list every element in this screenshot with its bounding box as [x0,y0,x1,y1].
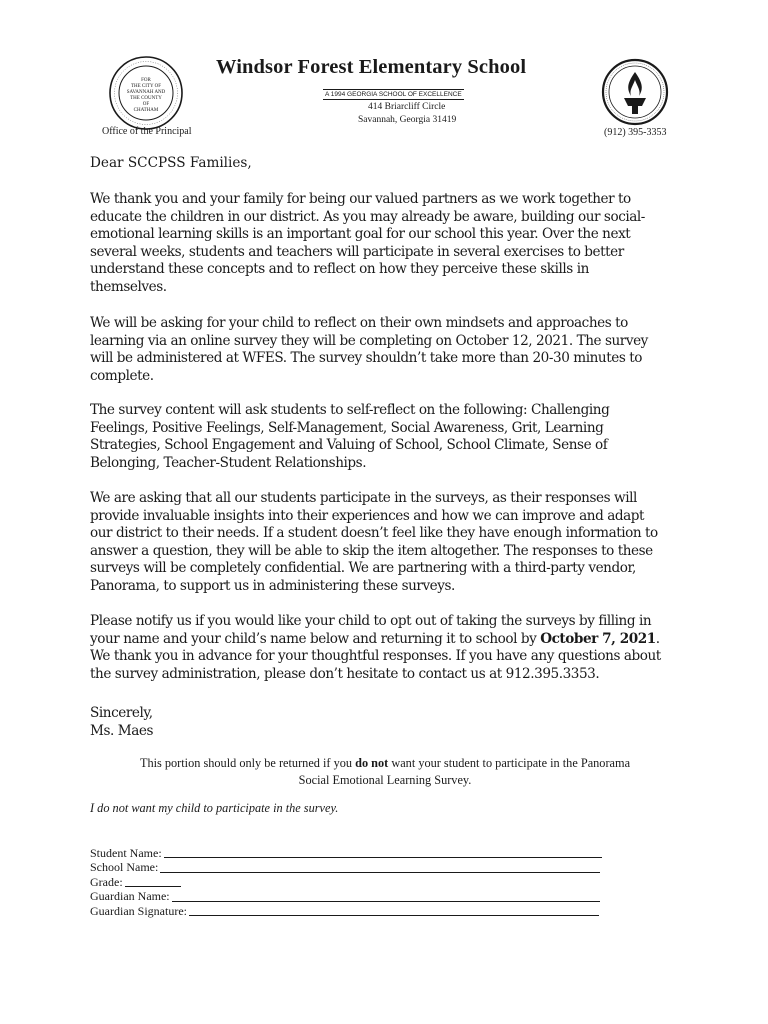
field-label: Grade: [90,874,123,889]
svg-text:CHATHAM: CHATHAM [133,108,159,113]
opt-out-text: Please notify us if you would like your child to opt out of taking the surveys by filling in your name and your child’s name below and returning it to school by [90,613,652,647]
field-label: Guardian Signature: [90,903,187,918]
svg-text:THE COUNTY: THE COUNTY [130,96,162,101]
form-row-student-name [90,846,602,860]
paragraph-survey-date: We will be asking for your child to reflect on their own mindsets and approaches to learning via an online survey they will be completing on October 12, 2021. The survey will be administered at WFES. The survey shouldn’t take more than 20-30 minutes to complete. [90,315,648,384]
address-line-1: 414 Briarcliff Circle [368,102,446,112]
svg-text:OF: OF [142,102,150,107]
form-row-guardian-signature [90,904,602,918]
opt-out-instructions [90,755,680,789]
address-line-2: Savannah, Georgia 31419 [358,115,457,125]
paragraph-opt-out [90,613,690,683]
grade-field[interactable] [125,875,181,887]
instruction-text: This portion should only be returned if you [139,756,356,770]
signer-name: Ms. Maes [90,722,153,739]
letterhead [0,0,768,150]
salutation: Dear SCCPSS Families, [90,155,252,171]
school-designation: A 1994 GEORGIA SCHOOL OF EXCELLENCE [325,91,462,98]
phone-number: (912) 395-3353 [604,127,667,138]
opt-out-form [90,846,602,918]
svg-text:THE CITY OF: THE CITY OF [130,84,162,89]
form-row-school-name [90,860,602,874]
school-logo-icon [598,58,672,126]
svg-text:FOR: FOR [141,78,151,83]
closing: Sincerely, [90,705,153,721]
school-name: Windsor Forest Elementary School [216,56,527,78]
paragraph-participation: We are asking that all our students participate in the surveys, as their responses will provide invaluable insights into their experiences and how we can improve and adapt our district to their needs. If a student doesn’t feel like they have enough information to answer a question, they will be able to skip the item altogether. The responses to these surveys will be completely confidential. We are partnering with a third-party vendor, Panorama, to support us in administering these surveys. [90,490,658,594]
field-label: Guardian Name: [90,889,170,904]
field-label: Student Name: [90,846,162,860]
school-name-field[interactable] [160,861,600,873]
instruction-text-continued: want your student to participate in the Panorama [388,756,631,770]
svg-text:SAVANNAH AND: SAVANNAH AND [126,90,166,95]
instruction-survey-name: Social Emotional Learning Survey. [298,773,472,787]
opt-out-text-continued: . We thank you in advance for your thoughtful responses. If you have any questions about the survey administration, please don’t hesitate to contact us at 912.395.3353. [90,630,661,682]
opt-out-statement: I do not want my child to participate in the survey. [90,801,339,815]
paragraph-intro: We thank you and your family for being our valued partners as we work together to educate the children in our district. As you may already be aware, building our social- emotional learning skills is an important goal for our school this year. Over the next several weeks, students and teachers will participate in several exercises to better understand these concepts and to reflect on how they perceive these skills in themselves. [90,191,645,295]
office-label: Office of the Principal [102,126,192,137]
student-name-field[interactable] [164,846,602,858]
closing-block [90,705,690,740]
opt-out-deadline: October 7, 2021 [540,630,656,647]
board-of-education-seal-icon [108,55,184,131]
form-row-grade [90,875,602,889]
form-row-guardian-name [90,889,602,903]
guardian-signature-field[interactable] [189,904,599,916]
instruction-emphasis: do not [355,756,389,770]
field-label: School Name: [90,860,159,875]
paragraph-survey-content: The survey content will ask students to self-reflect on the following: Challenging Feelings, Positive Feelings, Self-Management, Social Awareness, Grit, Learning Strategies, School Engagement and Valuing of School, School Climate, Sense of Belonging, Teacher-Student Relationships. [90,402,610,471]
guardian-name-field[interactable] [172,890,600,902]
